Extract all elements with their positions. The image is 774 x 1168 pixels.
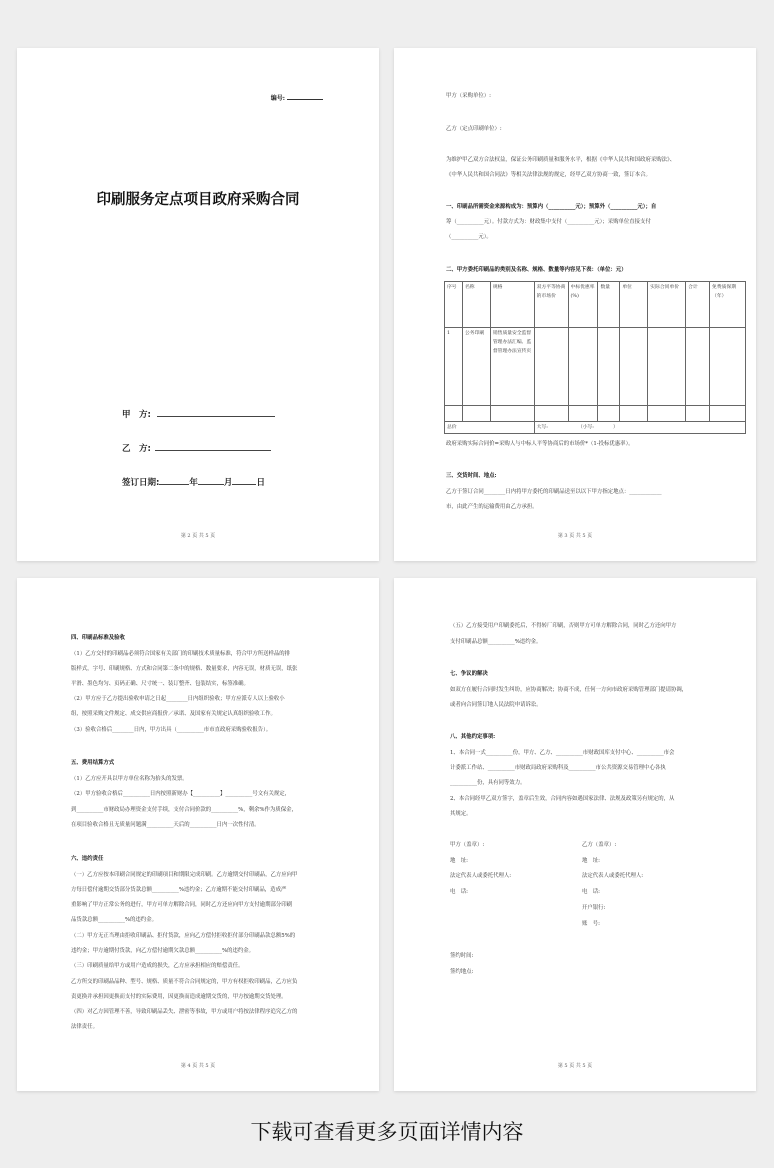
body-text-line: 乙方所交的印刷品品种、型号、规格、质量不符合合同规定的，甲方有权拒收印刷品，乙方应负 bbox=[71, 979, 298, 985]
body-text-line: 支付印刷品总额__________%违约金。 bbox=[450, 639, 542, 645]
body-text-line: 到__________市财政局办理资金支付手续，支付合同价款的__________%，剩余%作为质保金， bbox=[71, 807, 297, 813]
body-text-line: （三）印刷质量给甲方或用户造成的损失，乙方应承担相应的赔偿责任。 bbox=[71, 963, 244, 969]
body-text-line: 违约金；甲方逾期付货款，向乙方偿付逾期欠款总额__________%的违约金。 bbox=[71, 948, 255, 954]
body-text-line: 乙方于签订合同________日内将甲方委托的印刷品送至以以下甲方指定地点：____________ bbox=[446, 489, 662, 495]
body-text-line: 地 址: bbox=[450, 858, 468, 864]
table-header-cell: 合计 bbox=[686, 282, 710, 328]
party-b-field: 乙 方: bbox=[122, 442, 271, 454]
section-heading: 四、印刷品标准及验收 bbox=[71, 635, 125, 641]
download-caption: 下载可查看更多页面详情内容 bbox=[250, 1120, 524, 1144]
section-heading: 五、费用结算方式 bbox=[71, 760, 115, 766]
total-label: 总价 bbox=[445, 422, 535, 434]
signature-field: 乙方（盖章）: bbox=[582, 842, 617, 848]
signature-field: 开户银行: bbox=[582, 905, 606, 911]
table-row-empty bbox=[445, 406, 746, 422]
table-header-row bbox=[445, 282, 746, 328]
body-text-line: （一）乙方应按本印刷合同规定的印刷项目和期限完成印刷。乙方逾期交付印刷品，乙方应向甲 bbox=[71, 872, 298, 878]
table-header-cell: 免费质保期（年） bbox=[710, 282, 746, 328]
table-header-cell: 规格 bbox=[490, 282, 534, 328]
table-cell: 销售质量安全监督管理办法汇编、监督管理办法宣传页 bbox=[490, 328, 534, 406]
total-small-label: （小写: ） bbox=[577, 425, 618, 430]
table-cell bbox=[568, 406, 598, 422]
items-table bbox=[444, 281, 746, 434]
body-text-line: （2）甲方应于乙方提出验收申请之日起________日内组织验收；甲方应派专人以上验收小 bbox=[71, 696, 285, 702]
body-text-line: （2）甲方验收合格后__________日内按照新财办【__________】__________号文有关规定， bbox=[71, 791, 291, 797]
body-text-line: 组，按照采购文件规定、成交供应商报价／承诺、及国家有关规定认真组织验收工作。 bbox=[71, 711, 276, 717]
body-text-line: 在项目验收合格且无质量问题满__________天后的__________日内一次性付清。 bbox=[71, 822, 260, 828]
section-heading: 二、甲方委托印刷品的类别及名称、规格、数量等内容见下表：（单位：元） bbox=[446, 267, 627, 273]
signature-field: 账 号: bbox=[582, 921, 600, 927]
section-heading: 一、印刷品所需资金来源构成为：预算内（__________元）；预算外（__________元）；自 bbox=[446, 204, 657, 210]
table-total-row bbox=[445, 422, 746, 434]
contract-page-3 bbox=[17, 578, 379, 1091]
body-text-line: __________份，具有同等效力。 bbox=[450, 780, 526, 786]
body-text-line: 2、本合同经甲乙双方签字，盖章后生效，合同内容如遇国家法律、法规及政策另有规定的，从 bbox=[450, 796, 675, 802]
serial-number-blank bbox=[287, 99, 323, 100]
table-cell bbox=[445, 406, 463, 422]
body-text-line: 甲方（盖章）: bbox=[450, 842, 485, 848]
table-cell bbox=[462, 406, 490, 422]
body-text-line: 其规定。 bbox=[450, 811, 472, 817]
body-text-line: 重影响了甲方正常公务的进行，甲方可单方解除合同，同时乙方还应向甲方支付逾期部分印刷 bbox=[71, 902, 293, 908]
body-text-line: 签约时间: bbox=[450, 953, 474, 959]
body-text-line: （四）对乙方因管理不善，导致印刷品丢失、泄密等事故，甲方或用户将按法律程序追究乙方的 bbox=[71, 1009, 298, 1015]
table-header-cell: 名称 bbox=[462, 282, 490, 328]
section-heading: 六、违约责任 bbox=[71, 856, 104, 862]
table-cell bbox=[648, 406, 686, 422]
body-text-line: （1）乙方应开具以甲方单位名称为抬头的发票。 bbox=[71, 776, 188, 782]
body-text-line: 签约地点: bbox=[450, 969, 474, 975]
signature-field: 电 话: bbox=[582, 889, 600, 895]
table-cell bbox=[686, 328, 710, 406]
table-cell bbox=[686, 406, 710, 422]
table-row bbox=[445, 328, 746, 406]
page-footer: 第 4 页 共 5 页 bbox=[180, 1063, 216, 1069]
table-cell: 1 bbox=[445, 328, 463, 406]
body-text-line: 电 话: bbox=[450, 889, 468, 895]
body-text-line: （二）甲方无正当理由拒收印刷品、拒付货款，应向乙方偿付拒收拒付部分印刷品款总额5%的 bbox=[71, 933, 296, 939]
body-text-line: 方每日偿付逾期交货部分货款总额__________%违约金；乙方逾期不能交付印刷品，造成严 bbox=[71, 887, 287, 893]
signature-field: 地 址: bbox=[582, 858, 600, 864]
contract-title: 印刷服务定点项目政府采购合同 bbox=[96, 192, 300, 208]
body-text-line: 计委派工作站、__________市财政局政府采购科及__________市公共资源交易管理中心各执 bbox=[450, 765, 666, 771]
table-header-cell: 双方平等协商的市场价 bbox=[534, 282, 568, 328]
table-cell bbox=[598, 328, 620, 406]
body-text-line: （3）验收合格后________日内，甲方出具（__________市市直政府采购验收报告）。 bbox=[71, 727, 272, 733]
party-a-field: 甲 方: bbox=[122, 408, 275, 420]
table-cell bbox=[490, 406, 534, 422]
body-text-line: 筹（__________元）。付款方式为：财政集中支付（__________元）；采购单位直接支付 bbox=[446, 219, 651, 225]
page-footer: 第 5 页 共 5 页 bbox=[557, 1063, 593, 1069]
table-cell bbox=[568, 328, 598, 406]
signature-field: 法定代表人或委托代理人: bbox=[582, 873, 644, 879]
section-heading: 八、其他约定事项: bbox=[450, 734, 496, 740]
sign-date-field: 签订日期: 年 月 日 bbox=[122, 478, 265, 488]
table-cell bbox=[598, 406, 620, 422]
total-words-label: 大写: bbox=[536, 425, 548, 430]
table-cell: 公务印刷 bbox=[462, 328, 490, 406]
table-cell bbox=[534, 328, 568, 406]
table-cell bbox=[710, 328, 746, 406]
table-header-cell: 序号 bbox=[445, 282, 463, 328]
table-cell bbox=[648, 328, 686, 406]
table-cell bbox=[710, 406, 746, 422]
body-text-line: 《中华人民共和国合同法》等相关法律法规的规定，经甲乙双方协商一致，签订本合。 bbox=[446, 172, 651, 178]
body-text-line: 1、本合同一式__________份，甲方、乙方、__________市财政国库支付中心、__________市会 bbox=[450, 750, 675, 756]
body-text-line: （__________元）。 bbox=[446, 234, 492, 240]
contract-page-4 bbox=[394, 578, 756, 1091]
body-text-line: 政府采购实际合同价=采购人与中标人平等协商后的市场价*（1-投标优惠率）。 bbox=[446, 441, 634, 447]
body-text-line: 法律责任。 bbox=[71, 1024, 98, 1030]
body-text-line: 市，由此产生的运输费用由乙方承担。 bbox=[446, 504, 538, 510]
contract-page-2 bbox=[394, 48, 756, 561]
table-cell bbox=[620, 406, 648, 422]
serial-number-field: 编号: bbox=[271, 93, 323, 102]
table-header-cell: 中标优惠率(%) bbox=[568, 282, 598, 328]
body-text-line: 乙方（定点印刷单位）: bbox=[446, 126, 502, 132]
contract-page-cover bbox=[17, 48, 379, 561]
section-heading: 三、交货时间、地点: bbox=[446, 473, 497, 479]
table-header-cell: 数量 bbox=[598, 282, 620, 328]
page-footer: 第 3 页 共 5 页 bbox=[557, 533, 593, 539]
table-cell bbox=[534, 406, 568, 422]
body-text-line: 或者向合同签订地人民法院申请诉讼。 bbox=[450, 702, 542, 708]
body-text-line: 为维护甲乙双方合法权益，保证公务印刷质量和服务水平，根据《中华人民共和国政府采购法》、 bbox=[446, 157, 676, 163]
page-footer: 第 2 页 共 5 页 bbox=[180, 533, 216, 539]
body-text-line: 甲方（采购单位）: bbox=[446, 93, 491, 99]
body-text-line: （五）乙方接受用户印刷委托后，不得转厂印刷，否则甲方可单方解除合同，同时乙方还向甲方 bbox=[450, 623, 677, 629]
body-text-line: 品货款总额__________%的违约金。 bbox=[71, 917, 157, 923]
body-text-line: 责更换并承担因更换而支付的实际费用，因更换而造成逾期交货的，甲方按逾期交货处理。 bbox=[71, 994, 287, 1000]
total-amount bbox=[534, 422, 745, 434]
body-text-line: 版样式，字号、印刷规格、方式和合同第二条中的规格、数量要求，内容无误，材质无误，纸张 bbox=[71, 666, 298, 672]
body-text-line: 法定代表人或委托代理人: bbox=[450, 873, 512, 879]
table-cell bbox=[620, 328, 648, 406]
table-header-cell: 实际合同单价 bbox=[648, 282, 686, 328]
body-text-line: 平滑、墨色均匀、页码正确、尺寸统一、装订整齐、包装结实，标签准确。 bbox=[71, 681, 249, 687]
table-header-cell: 单位 bbox=[620, 282, 648, 328]
body-text-line: 如双方在履行合同时发生纠纷，应协商解决；协商不成，任何一方向市政府采购管理部门提请协调， bbox=[450, 687, 688, 693]
section-heading: 七、争议的解决 bbox=[450, 671, 488, 677]
body-text-line: （1）乙方交付的印刷品必须符合国家有关部门的印刷技术质量标准，符合甲方所送样品的排 bbox=[71, 651, 291, 657]
